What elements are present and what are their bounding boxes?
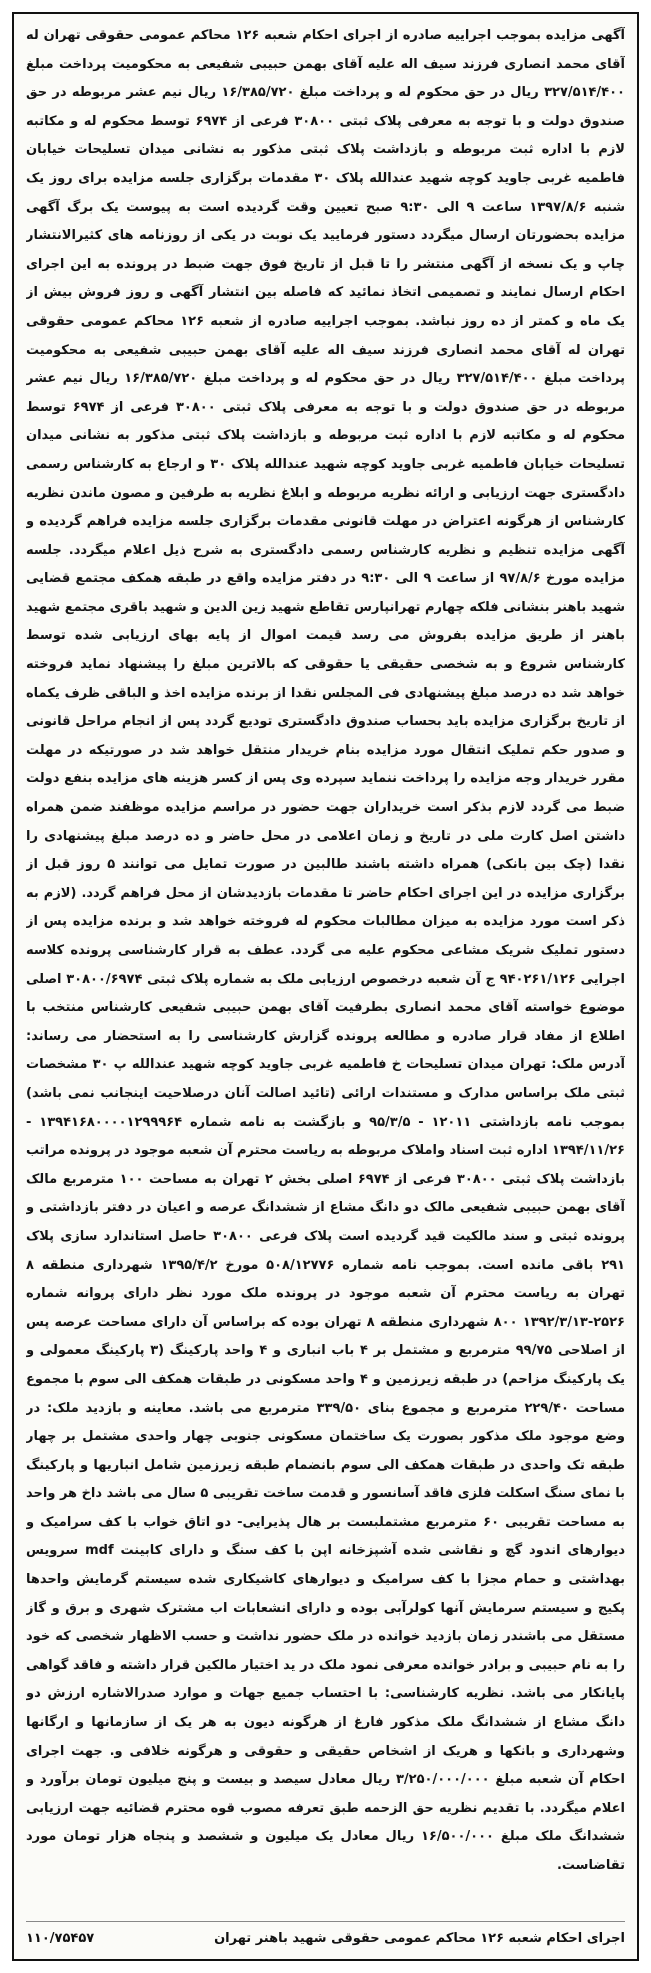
notice-body-text: آگهی مزایده بموجب اجراییه صادره از اجرای احکام شعبه ۱۲۶ محاکم عمومی حقوقی تهران له آقای محمد انصاری فرزند سیف اله علیه آقای بهمن حبیبی شفیعی به محکومیت پرداخت مبلغ ۳۲۷/۵۱۴/۴۰۰ ریال در حق محکوم له و پرداخت مبلغ ۱۶/۳۸۵/۷۲۰ ریال نیم عشر مربوطه در حق صندوق دولت و با توجه به معرفی پلاک ثبتی ۳۰۸۰۰ فرعی از ۶۹۷۴ توسط محکوم له و مکاتبه لازم با اداره ثبت مربوطه و بازداشت پلاک ثبتی مذکور به نشانی میدان تسلیحات خیابان فاطمیه غربی جاوید کوچه شهید عندالله پلاک ۳۰ مقدمات برگزاری جلسه مزایده برای روز یک شنبه ۱۳۹۷/۸/۶ ساعت ۹ الی ۹:۳۰ صبح تعیین وقت گردیده است به پیوست یک برگ آگهی مزایده بحضورتان ارسال میگردد دستور فرمایید یک نوبت در یکی از روزنامه های کثیرالانتشار چاپ و یک نسخه از آگهی منتشر را تا قبل از تاریخ فوق جهت ضبط در پرونده به این اجرای احکام ارسال نمایند و تصمیمی اتخاذ نمائید که فاصله بین انتشار آگهی و روز فروش بیش از یک ماه و کمتر از ده روز نباشد. بموجب اجراییه صادره از شعبه ۱۲۶ محاکم عمومی حقوقی تهران له آقای محمد انصاری فرزند سیف اله علیه آقای بهمن حبیبی شفیعی به محکومیت پرداخت مبلغ ۳۲۷/۵۱۴/۴۰۰ ریال در حق محکوم له و پرداخت مبلغ ۱۶/۳۸۵/۷۲۰ ریال نیم عشر مربوطه در حق صندوق دولت و با توجه به معرفی پلاک ثبتی ۳۰۸۰۰ فرعی از ۶۹۷۴ توسط محکوم له و مکاتبه لازم با اداره ثبت مربوطه و بازداشت پلاک ثبتی مذکور به نشانی میدان تسلیحات خیابان فاطمیه غربی جاوید کوچه شهید عندالله پلاک ۳۰ و ارجاع به کارشناس رسمی دادگستری جهت ارزیابی و ارائه نظریه مربوطه و ابلاغ نظریه به طرفین و مصون ماندن نظریه کارشناس از هرگونه اعتراض در مهلت قانونی مقدمات برگزاری جلسه مزایده فراهم گردیده و آگهی مزایده تنظیم و نظریه کارشناس رسمی دادگستری به شرح ذیل اعلام میگردد. جلسه مزایده مورخ ۹۷/۸/۶ از ساعت ۹ الی ۹:۳۰ در دفتر مزایده واقع در طبقه همکف مجتمع قضایی شهید باهنر بنشانی فلکه چهارم تهرانپارس تقاطع شهید زین الدین و شهید باقری مجتمع شهید باهنر از طریق مزایده بفروش می رسد قیمت اموال از پایه بهای ارزیابی شده توسط کارشناس شروع و به شخصی حقیقی یا حقوقی که بالاترین مبلغ را پیشنهاد نماید فروخته خواهد شد ده درصد مبلغ پیشنهادی فی المجلس نقدا از برنده مزایده اخذ و الباقی ظرف یکماه از تاریخ برگزاری مزایده باید بحساب صندوق دادگستری تودیع گردد پس از انجام مراحل قانونی و صدور حکم تملیک انتقال مورد مزایده بنام خریدار منتقل خواهد شد در صورتیکه در مهلت مقرر خریدار وجه مزایده را پرداخت ننماید سپرده وی پس از کسر هزینه های مزایده بنفع دولت ضبط می گردد لازم بذکر است خریداران جهت حضور در مراسم مزایده موظفند ضمن همراه داشتن اصل کارت ملی در تاریخ و زمان اعلامی در محل حاضر و ده درصد مبلغ پیشنهادی را نقدا (چک بین بانکی) همراه داشته باشند طالبین در صورت تمایل می توانند ۵ روز قبل از برگزاری مزایده در این اجرای احکام حاضر تا مقدمات بازدیدشان از محل فراهم گردد. (لازم به ذکر است مورد مزایده به میزان مطالبات محکوم له فروخته خواهد شد و برنده مزایده پس از دستور تملیک شریک مشاعی محکوم علیه می گردد. عطف به قرار کارشناسی پرونده کلاسه اجرایی ۹۴۰۲۶۱/۱۲۶ ج آن شعبه درخصوص ارزیابی ملک به شماره پلاک ثبتی ۳۰۸۰۰/۶۹۷۴ اصلی موضوع خواسته آقای محمد انصاری بطرفیت آقای بهمن حبیبی شفیعی کارشناس منتخب با اطلاع از مفاد قرار صادره و مطالعه پرونده گزارش کارشناسی را به استحضار می رساند: آدرس ملک: تهران میدان تسلیحات خ فاطمیه غربی جاوید کوچه شهید عندالله پ ۳۰ مشخصات ثبتی ملک براساس مدارک و مستندات ارائی (تائید اصالت آنان درصلاحیت اینجانب نمی باشد) بموجب نامه بازداشتی ۱۲۰۱۱ - ۹۵/۳/۵ و بازگشت به نامه شماره ۱۳۹۴۱۶۸۰۰۰۰۱۲۹۹۹۶۴ - ۱۳۹۴/۱۱/۲۶ اداره ثبت اسناد واملاک مربوطه به ریاست محترم آن شعبه موجود در پرونده مراتب بازداشت پلاک ثبتی ۳۰۸۰۰ فرعی از ۶۹۷۴ اصلی بخش ۲ تهران به مساحت ۱۰۰ مترمربع مالک آقای بهمن حبیبی شفیعی مالک دو دانگ مشاع از ششدانگ عرصه و اعیان در دفتر بازداشتی و پرونده ثبتی و سند مالکیت قید گردیده است پلاک فرعی ۳۰۸۰۰ حاصل استاندارد سازی پلاک ۲۹۱ باقی مانده است. بموجب نامه شماره ۵۰۸/۱۲۷۷۶ مورخ ۱۳۹۵/۴/۲ شهرداری منطقه ۸ تهران به ریاست محترم آن شعبه موجود در پرونده ملک مورد نظر دارای پروانه شماره ۲۵۲۶-۱۳۹۲/۳/۱۳ ۸۰۰ شهرداری منطقه ۸ تهران بوده که براساس آن دارای مساحت عرصه پس از اصلاحی ۹۹/۷۵ مترمربع و مشتمل بر ۴ باب انباری و ۴ واحد پارکینگ (۳ پارکینگ معمولی و یک پارکینگ مزاحم) در طبقه زیرزمین و ۴ واحد مسکونی در طبقات همکف الی سوم با مجموع مساحت ۲۲۹/۴۰ مترمربع و مجموع بنای ۳۳۹/۵۰ مترمربع می باشد. معاینه و بازدید ملک: در وضع موجود ملک مذکور بصورت یک ساختمان مسکونی جنوبی چهار واحدی مشتمل بر چهار طبقه تک واحدی در طبقات همکف الی سوم بانضمام طبقه زیرزمین شامل انباریها و پارکینگ با نمای سنگ اسکلت فلزی فاقد آسانسور و قدمت ساخت تقریبی ۵ سال می باشد داخ هر واحد به مساحت تقریبی ۶۰ مترمربع مشتملبست بر هال پذیرایی- دو اتاق خواب با کف سرامیک و دیوارهای اندود گچ و نقاشی شده آشپزخانه اپن با کف سنگ و دارای کابینت mdf سرویس بهداشتی و حمام مجزا با کف سرامیک و دیوارهای کاشیکاری شده سیستم گرمایش واحدها پکیج و سیستم سرمایش آنها کولرآبی بوده و دارای انشعابات اب مشترک شهری و برق و گاز مستقل می باشندر زمان بازدید خوانده در ملک حضور نداشت و حسب الاظهار شخصی که خود را به نام حبیبی و برادر خوانده معرفی نمود ملک در ید اختیار مالکین قرار داشته و فاقد گواهی پایانکار می باشد. نظریه کارشناسی: با احتساب جمیع جهات و موارد صدرالاشاره ارزش دو دانگ مشاع از ششدانگ ملک مذکور فارغ از هرگونه دیون به هر یک از سازمانها و ارگانها وشهرداری و بانکها و هریک از اشخاص حقیقی و حقوقی و هرگونه خلافی و. جهت اجرای احکام آن شعبه مبلغ ۳/۲۵۰/۰۰۰/۰۰۰ ریال معادل سیصد و بیست و پنج میلیون تومان برآورد و اعلام میگردد. با تقدیم نظریه حق الزحمه طبق تعرفه مصوب قوه محترم قضائیه جهت ارزیابی ششدانگ ملک مبلغ ۱۶/۵۰۰/۰۰۰ ریال معادل یک میلیون و ششصد و پنجاه هزار تومان مورد تقاضاست. [26,28,625,1873]
notice-code: ۱۱۰/۷۵۴۵۷ [26,1930,95,1946]
issuer-signature: اجرای احکام شعبه ۱۲۶ محاکم عمومی حقوقی شهید باهنر تهران [214,1930,625,1946]
notice-footer [26,1921,625,1951]
auction-notice [12,12,639,1961]
